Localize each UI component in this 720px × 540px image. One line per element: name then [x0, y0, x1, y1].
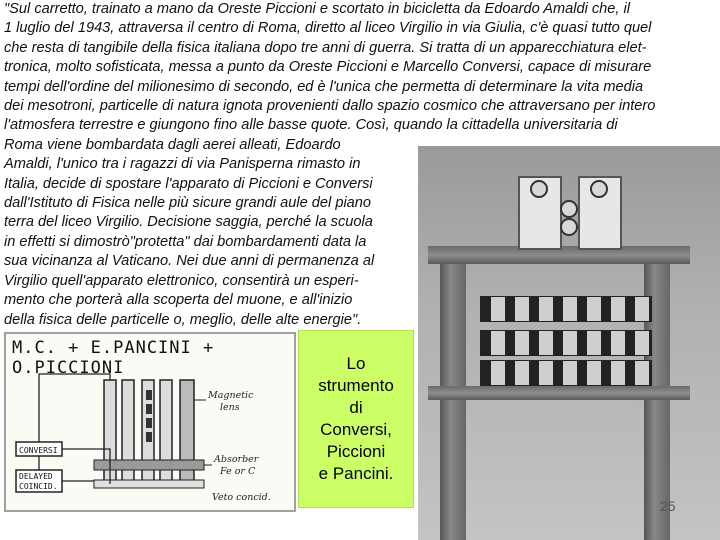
absorber-label: Absorber	[214, 454, 259, 465]
quote-line: della fisica delle particelle o, meglio, delle alte energie".	[4, 311, 362, 328]
magnet-block	[146, 432, 152, 442]
quote-line: tronica, molto sofisticata, messa a punto da Oreste Piccioni e Marcello Conversi, capace di misurare	[4, 59, 652, 76]
quote-line: mento che porterà alla scoperta del muone, e all'inizio	[4, 292, 353, 309]
magnet-block	[146, 418, 152, 428]
delayed-label: COINCID.	[19, 482, 58, 491]
caption-line: Conversi,	[320, 420, 392, 439]
quote-line: sua vicinanza al Vaticano. Nei due anni di permanenza al	[4, 253, 375, 270]
page-number: 25	[660, 498, 676, 514]
quote-line: "Sul carretto, trainato a mano da Oreste Piccioni e scortato in bicicletta da Edoardo Amaldi che, il	[4, 1, 630, 17]
delayed-label: DELAYED	[19, 472, 53, 481]
caption-line: strumento	[318, 376, 394, 395]
instrument-photo	[418, 146, 720, 540]
photo-tube	[560, 218, 578, 236]
quote-line: che resta di tangibile della fisica italiana dopo tre anni di guerra. Si tratta di un apparecchiatura elet-	[4, 39, 647, 56]
quote-line: Italia, decide di spostare l'apparato di Piccioni e Conversi	[4, 175, 373, 192]
caption-box	[298, 330, 414, 508]
quote-line: dei mesotroni, particelle di natura ignota provenienti dallo spazio cosmico che attraversano per intero	[4, 98, 656, 115]
quote-line: tempi dell'ordine del milionesimo di secondo, ed è l'unica che permetta di determinare la vita media	[4, 78, 644, 95]
photo-magnet-row	[480, 360, 652, 386]
diagram-drawing	[6, 334, 294, 510]
veto-label: Veto concid.	[212, 492, 271, 503]
photo-tube	[530, 180, 548, 198]
quote-line: terra del liceo Virgilio. Decisione saggia, perché la scuola	[4, 214, 373, 231]
photo-tube	[590, 180, 608, 198]
magnetic-lens-label: lens	[220, 402, 240, 413]
magnetic-lens-label: Magnetic	[208, 390, 254, 401]
caption-line: Piccioni	[326, 442, 386, 461]
quote-line: in effetti si dimostrò"protetta" dai bombardamenti data la	[4, 233, 367, 250]
quote-line: dall'Istituto di Fisica nelle più sicure grandi aule del piano	[4, 195, 372, 212]
converse-label: CONVERSI	[19, 446, 58, 455]
photo-frame-beam	[428, 386, 690, 400]
quote-line: l'atmosfera terrestre e giungono fino alle basse quote. Così, quando la cittadella universitaria di	[4, 117, 618, 134]
caption-line: e Pancini.	[318, 464, 394, 483]
photo-tube	[560, 200, 578, 218]
magnet-block	[146, 390, 152, 400]
experiment-diagram	[4, 332, 296, 512]
quote-line: 1 luglio del 1943, attraversa il centro di Roma, diretto al liceo Virgilio in via Giulia, c'è quasi tutto quel	[4, 20, 652, 37]
caption-line: Lo	[346, 354, 366, 373]
photo-magnet-row	[480, 330, 652, 356]
diagram-title: M.C. + E.PANCINI + O.PICCIONI	[12, 338, 215, 378]
wire	[39, 374, 110, 442]
photo-magnet-row	[480, 296, 652, 322]
caption-line: di	[349, 398, 363, 417]
quote-line: Roma viene bombardata dagli aerei alleati, Edoardo	[4, 136, 341, 153]
quote-line: Virgilio quell'apparato elettronico, consentirà un esperi-	[4, 272, 359, 289]
quote-line: Amaldi, l'unico tra i ragazzi di via Panisperna rimasto in	[4, 156, 361, 173]
absorber-label: Fe or C	[220, 466, 256, 477]
magnet-block	[146, 404, 152, 414]
